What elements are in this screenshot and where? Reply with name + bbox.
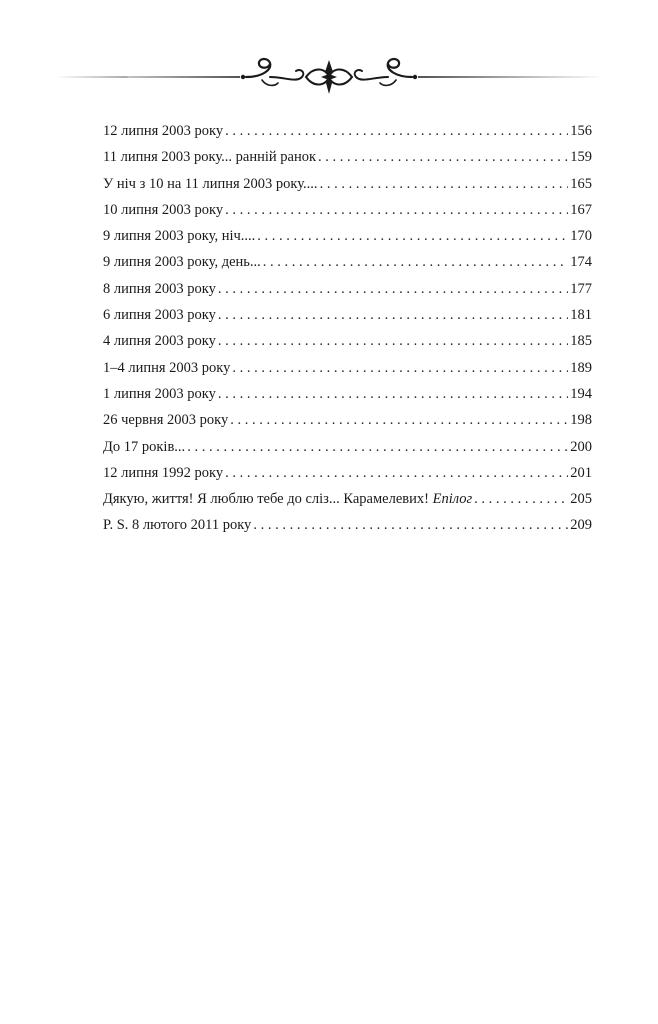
toc-entry-title: 1–4 липня 2003 року (103, 359, 231, 376)
toc-entry (103, 381, 592, 407)
toc-dot-leader (225, 118, 568, 144)
toc-entry (103, 512, 592, 538)
toc-entry-title: До 17 років... (103, 438, 186, 455)
toc-entry-title: P. S. 8 лютого 2011 року (103, 517, 252, 534)
toc-entry-title: У ніч з 10 на 11 липня 2003 року.... (103, 175, 318, 192)
toc-dot-leader (187, 434, 568, 460)
toc-entry (103, 355, 592, 381)
toc-dot-leader (218, 302, 568, 328)
toc-dot-leader (232, 355, 568, 381)
toc-entry-title: 26 червня 2003 року (103, 412, 229, 429)
toc-entry (103, 118, 592, 144)
toc-entry-page: 177 (570, 280, 592, 297)
toc-entry-title: 1 липня 2003 року (103, 385, 216, 402)
toc-entry (103, 197, 592, 223)
toc-entry-title: 8 липня 2003 року (103, 280, 216, 297)
toc-entry-title: 12 липня 2003 року (103, 123, 224, 139)
toc-entry-page: 185 (570, 333, 592, 350)
toc-entry-page: 181 (570, 307, 592, 324)
toc-dot-leader (474, 486, 568, 512)
toc-dot-leader (218, 381, 568, 407)
toc-dot-leader (263, 249, 568, 275)
toc-dot-leader (225, 460, 568, 486)
toc-entry-page: 159 (570, 149, 592, 166)
toc-dot-leader (218, 328, 568, 354)
toc-entry-title: 11 липня 2003 року... ранній ранок (103, 149, 317, 166)
table-of-contents (103, 118, 592, 539)
toc-entry-title-italic: Епілог (432, 491, 473, 508)
toc-entry-title: 12 липня 1992 року (103, 464, 224, 481)
toc-dot-leader (257, 223, 568, 249)
toc-dot-leader (320, 171, 569, 197)
toc-entry-page: 165 (570, 175, 592, 192)
toc-dot-leader (253, 512, 568, 538)
toc-dot-leader (225, 197, 568, 223)
toc-entry-page: 189 (570, 359, 592, 376)
toc-entry (103, 407, 592, 433)
toc-dot-leader (318, 144, 568, 170)
toc-dot-leader (230, 407, 568, 433)
toc-entry-page: 174 (570, 254, 592, 271)
toc-entry-page: 200 (570, 438, 592, 455)
flourish-divider-icon (0, 50, 658, 100)
toc-entry-page: 167 (570, 201, 592, 218)
toc-entry-page: 170 (570, 228, 592, 245)
toc-entry-title (103, 486, 472, 512)
toc-entry-title: 4 липня 2003 року (103, 333, 216, 350)
toc-entry (103, 249, 592, 275)
toc-entry-title: 6 липня 2003 року (103, 307, 216, 324)
toc-entry (103, 486, 592, 512)
toc-entry (103, 328, 592, 354)
toc-entry-page: 156 (570, 123, 592, 139)
toc-entry-page: 209 (570, 517, 592, 534)
toc-entry-page: 194 (570, 385, 592, 402)
toc-entry (103, 171, 592, 197)
toc-entry-title: 10 липня 2003 року (103, 201, 224, 218)
toc-entry-title-text: Дякую, життя! Я люблю тебе до сліз... Карамелевих! (103, 491, 429, 508)
toc-entry-title: 9 липня 2003 року, ніч.... (103, 228, 256, 245)
toc-entry (103, 276, 592, 302)
toc-dot-leader (218, 276, 568, 302)
toc-entry (103, 223, 592, 249)
toc-entry-title: 9 липня 2003 року, день... (103, 254, 261, 271)
toc-entry (103, 302, 592, 328)
toc-entry-page: 198 (570, 412, 592, 429)
toc-entry-page: 201 (570, 464, 592, 481)
toc-entry (103, 434, 592, 460)
toc-entry-page: 205 (570, 491, 592, 508)
toc-entry (103, 460, 592, 486)
toc-entry (103, 144, 592, 170)
